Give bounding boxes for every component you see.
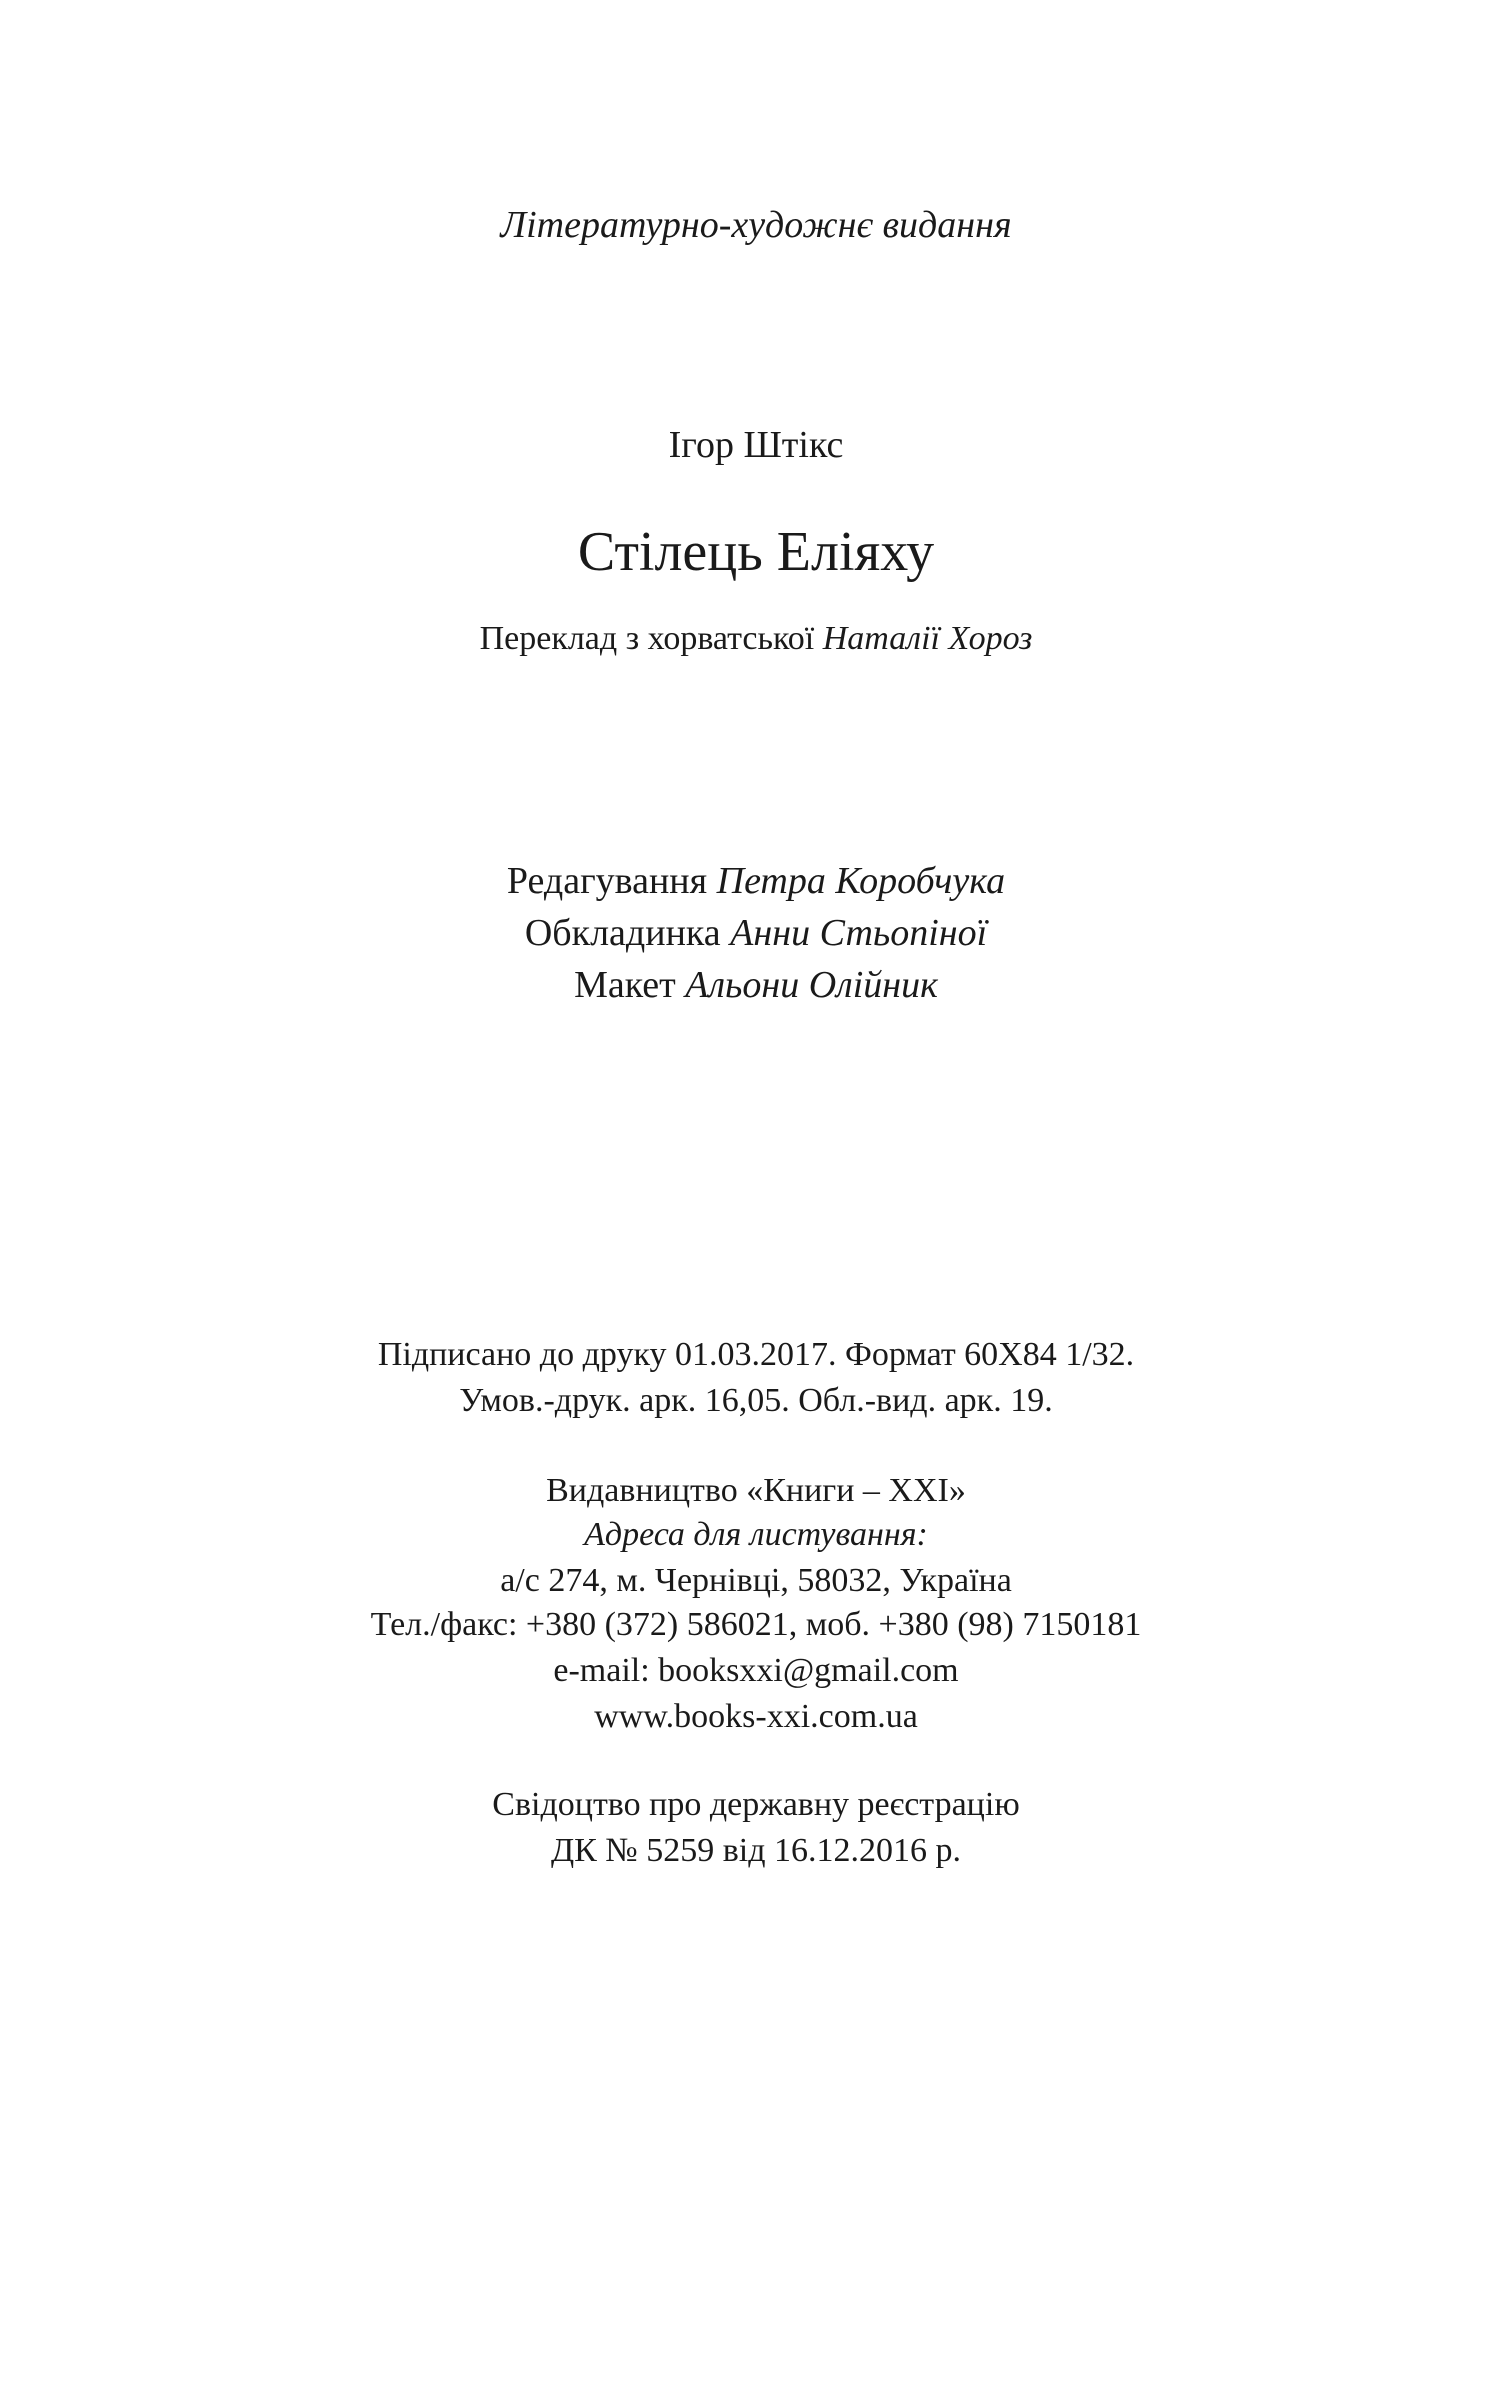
credit-role: Макет: [574, 964, 676, 1006]
phone-line: Тел./факс: +380 (372) 586021, моб. +380 (98) 7150181: [370, 1606, 1142, 1643]
registration-line: Свідоцтво про державну реєстрацію: [492, 1786, 1020, 1823]
address-label: Адреса для листування:: [584, 1516, 928, 1553]
translation-prefix: Переклад з хорватської: [479, 620, 815, 657]
translator-name: Наталії Хороз: [822, 620, 1033, 657]
credit-cover: [0, 914, 1512, 952]
registration-line: ДК № 5259 від 16.12.2016 р.: [550, 1832, 962, 1869]
credit-person: Анни Стьопіної: [730, 912, 988, 954]
genre-label: Літературно-художнє видання: [500, 204, 1012, 246]
book-title: Стілець Еліяху: [577, 521, 935, 583]
credit-editing: [0, 862, 1512, 900]
credit-role: Редагування: [506, 860, 708, 902]
postal-address: а/с 274, м. Чернівці, 58032, Україна: [500, 1562, 1012, 1599]
translation-credit: [0, 622, 1512, 656]
author-name: Ігор Штікс: [668, 424, 844, 466]
credit-person: Петра Коробчука: [716, 860, 1006, 902]
credit-person: Альони Олійник: [685, 964, 938, 1006]
email-line: e-mail: booksxxi@gmail.com: [553, 1652, 959, 1689]
website-line: www.books-xxi.com.ua: [594, 1698, 918, 1735]
credit-layout: [0, 966, 1512, 1004]
print-info-line: Підписано до друку 01.03.2017. Формат 60Х84 1/32.: [377, 1336, 1135, 1373]
publisher-name: Видавництво «Книги – XXI»: [546, 1472, 966, 1509]
print-info-line: Умов.-друк. арк. 16,05. Обл.-вид. арк. 19.: [459, 1382, 1053, 1419]
credit-role: Обкладинка: [524, 912, 721, 954]
